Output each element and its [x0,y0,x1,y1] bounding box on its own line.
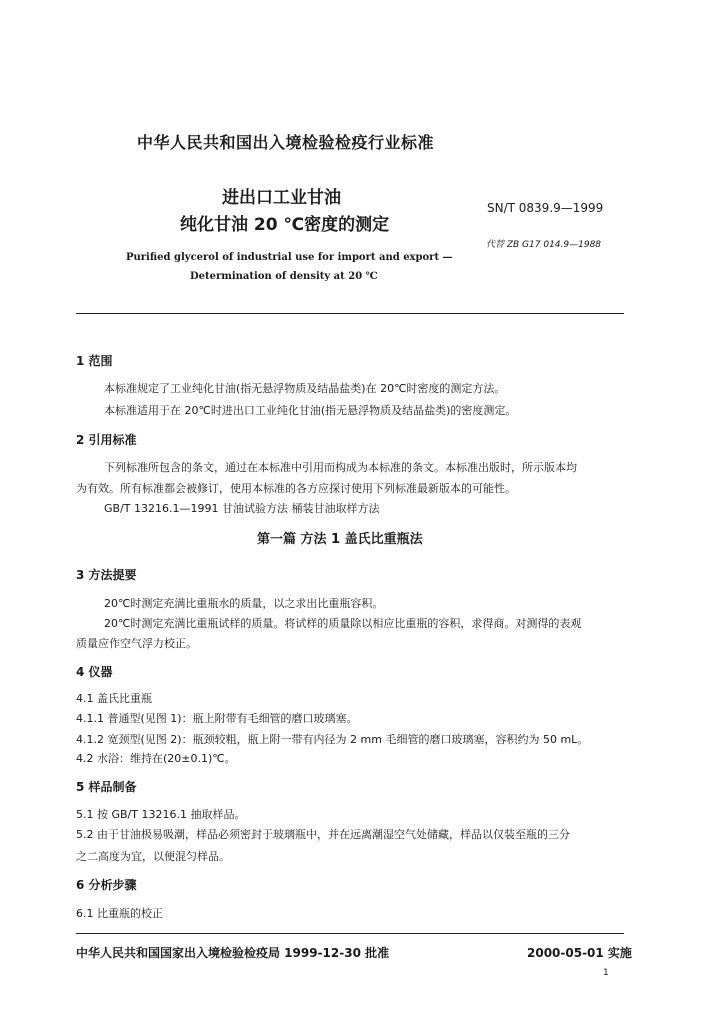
section-2-para-line-1: 下列标准所包含的条文，通过在本标准中引用而构成为本标准的条文。本标准出版时，所示版本均 [104,461,577,474]
section-3-para-2-line-1: 20℃时测定充满比重瓶试样的质量。将试样的质量除以相应比重瓶的容积，求得商。对测得的表观 [104,617,582,630]
implementation-date: 2000-05-01 实施 [527,946,632,960]
section-6-1: 6.1 比重瓶的校正 [76,907,163,920]
english-title-line-2: Determination of density at 20 ℃ [190,271,378,282]
standard-organization: 中华人民共和国出入境检验检疫行业标准 [137,133,435,152]
footer-rule [76,933,624,934]
section-4-1-2: 4.1.2 宽颈型(见图 2)：瓶颈较粗，瓶上附一带有内径为 2 mm 毛细管的磨口玻璃塞，容积约为 50 mL。 [76,733,589,746]
section-5-2-line-2: 之二高度为宜，以便混匀样品。 [76,850,230,863]
approval-note: 中华人民共和国国家出入境检验检疫局 1999-12-30 批准 [76,946,390,960]
title-line-1: 进出口工业甘油 [222,188,341,208]
section-2-heading: 2 引用标准 [76,433,137,447]
part-title: 第一篇 方法 1 盖氏比重瓶法 [257,532,423,547]
section-4-1-1: 4.1.1 普通型(见图 1)：瓶上附带有毛细管的磨口玻璃塞。 [76,712,358,725]
title-line-2: 纯化甘油 20 ℃密度的测定 [180,215,390,235]
section-4-heading: 4 仪器 [76,665,113,679]
section-4-2: 4.2 水浴：维持在(20±0.1)℃。 [76,752,236,765]
section-3-para-2-line-2: 质量应作空气浮力校正。 [76,637,197,650]
section-2-para-line-2: 为有效。所有标准都会被修订，使用本标准的各方应探讨使用下列标准最新版本的可能性。 [76,482,516,495]
header-rule [76,313,624,314]
section-5-heading: 5 样品制备 [76,780,137,794]
english-title-line-1: Purified glycerol of industrial use for import and export — [126,252,453,263]
section-3-heading: 3 方法提要 [76,568,137,582]
section-6-heading: 6 分析步骤 [76,878,137,892]
section-2-reference: GB/T 13216.1—1991 甘油试验方法 桶装甘油取样方法 [104,502,380,515]
section-1-para-1: 本标准规定了工业纯化甘油(指无悬浮物质及结晶盐类)在 20℃时密度的测定方法。 [104,382,506,395]
section-1-para-2: 本标准适用于在 20℃时进出口工业纯化甘油(指无悬浮物质及结晶盐类)的密度测定。 [104,404,517,417]
replaces-note: 代替 ZB G17 014.9—1988 [486,240,602,250]
section-5-1: 5.1 按 GB/T 13216.1 抽取样品。 [76,808,246,821]
section-3-para-1: 20℃时测定充满比重瓶水的质量，以之求出比重瓶容积。 [104,597,384,610]
standard-code: SN/T 0839.9—1999 [487,201,604,215]
section-4-1: 4.1 盖氏比重瓶 [76,692,152,705]
page-number: 1 [603,968,609,978]
section-5-2-line-1: 5.2 由于甘油极易吸潮，样品必须密封于玻璃瓶中，并在远离潮湿空气处储藏，样品以仅装至瓶的三分 [76,828,570,841]
section-1-heading: 1 范围 [76,354,113,368]
